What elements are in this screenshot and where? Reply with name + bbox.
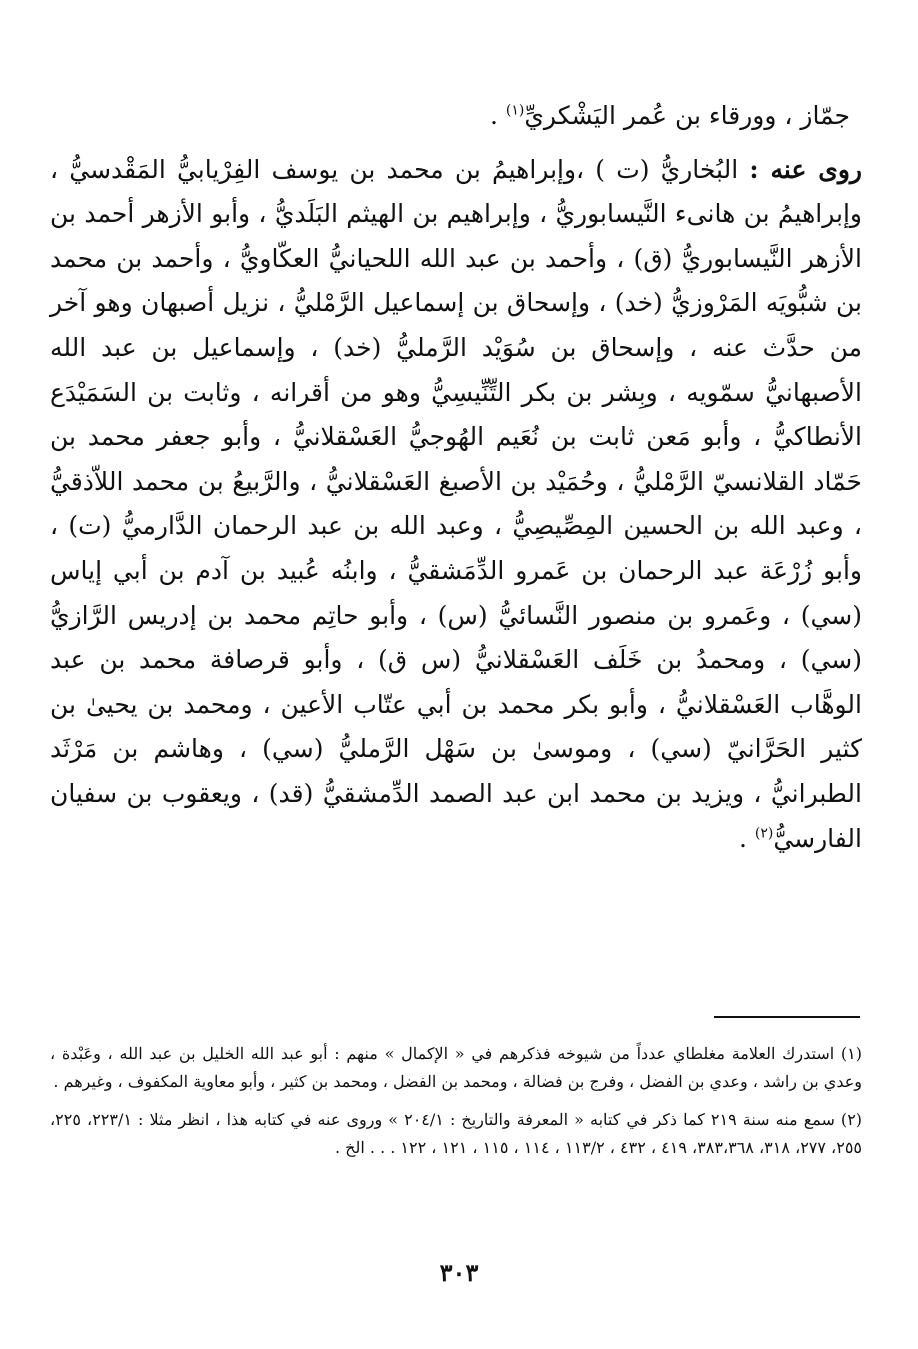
narrators-text: البُخاريُّ (ت ) ،وإبراهيمُ بن محمد بن يوسف الفِرْيابيُّ المَقْدسيُّ ، وإبراهيمُ بن هانىء النَّيسابوريُّ ، وإبراهيم بن الهيثم البَلَديُّ ، وأبو الأزهر أحمد بن الأزهر النَّيسابوريُّ (ق) ، وأحمد بن عبد الله اللحيانيُّ العكّاويُّ ، وأحمد بن محمد بن شبُّويَه المَرْوزيُّ (خد) ، وإسحاق بن إسماعيل الرَّمْليُّ ، نزيل أصبهان وهو آخر من حدَّث عنه ، وإسحاق بن سُوَيْد الرَّمليُّ (خد) ، وإسماعيل بن عبد الله الأصبهانيُّ سمّويه ، وبِشر بن بكر التِّنِّيسِيُّ وهو من أقرانه ، وثابت بن السَمَيْدَع الأنطاكيُّ ، وأبو مَعن ثابت بن نُعَيم الهُوجيُّ العَسْقلانيُّ ، وأبو جعفر محمد بن حَمّاد القلانسيّ الرَّمْليُّ ، وحُمَيْد بن الأصبغ العَسْقلانيُّ ، والرَّبيعُ بن محمد اللاّذقيُّ ، وعبد الله بن الحسين المِصِّيصِيُّ ، وعبد الله بن عبد الرحمان الدَّارميُّ (ت) ، وأبو زُرْعَة عبد الرحمان بن عَمرو الدِّمَشقيُّ ، وابنُه عُبيد بن آدم بن أبي إياس (سي) ، وعَمرو بن منصور النَّسائيُّ (س) ، وأبو حاتِم محمد بن إدريس الرَّازيُّ (سي) ، ومحمدُ بن خَلَف العَسْقلانيُّ (س ق) ، وأبو قرصافة محمد بن عبد الوهَّاب العَسْقلانيُّ ، وأبو بكر محمد بن أبي عتّاب الأعين ، ومحمد بن يحيىٰ بن كثير الحَرَّانيّ (سي) ، وموسىٰ بن سَهْل الرَّمليُّ (سي) ، وهاشم بن مَرْثَد الطبرانيُّ ، ويزيد بن محمد ابن عبد الصمد الدِّمشقيُّ (قد) ، ويعقوب بن سفيان الفارسيُّ: [50, 154, 862, 853]
main-text: [50, 94, 862, 861]
intro-line: [50, 94, 862, 139]
footnote-ref-1[interactable]: (١): [505, 102, 525, 119]
footnote-2: (٢) سمع منه سنة ٢١٩ كما ذكر في كتابه « المعرفة والتاريخ : ٢٠٤/١ » وروى عنه في كتابه هذا ، انظر مثلا : ٢٢٣/١، ٢٢٥، ٢٥٥، ٢٧٧، ٣١٨، ٣٨٣،٣٦٨، ٤١٩ ، ٤٣٢ ، ١١٣/٢ ، ١١٤ ، ١١٥ ، ١٢١ ، ١٢٢ . . . الخ .: [50, 1110, 863, 1157]
intro-end: .: [489, 101, 506, 130]
footnote-divider: [714, 1016, 860, 1018]
intro-text: جمّاز ، وورقاء بن عُمر اليَشْكريِّ: [524, 101, 850, 130]
narrators-end: .: [738, 823, 755, 853]
footnotes: [50, 1040, 862, 1162]
narrators-paragraph: [50, 148, 862, 862]
footnote-ref-2[interactable]: (٢): [754, 825, 774, 842]
page-number: ٣٠٣: [439, 1258, 479, 1287]
footnote-1: (١) استدرك العلامة مغلطاي عدداً من شيوخه فذكرهم في « الإكمال » منهم : أبو عبد الله الخليل بن عبد الله ، وعَبْدة ، وعدي بن راشد ، وعدي بن الفضل ، وفرج بن فضالة ، ومحمد بن الفضل ، ومحمد بن كثير ، وأبو معاوية المكفوف ، وغيرهم .: [50, 1044, 862, 1091]
narrators-heading: روى عنه :: [749, 154, 862, 184]
